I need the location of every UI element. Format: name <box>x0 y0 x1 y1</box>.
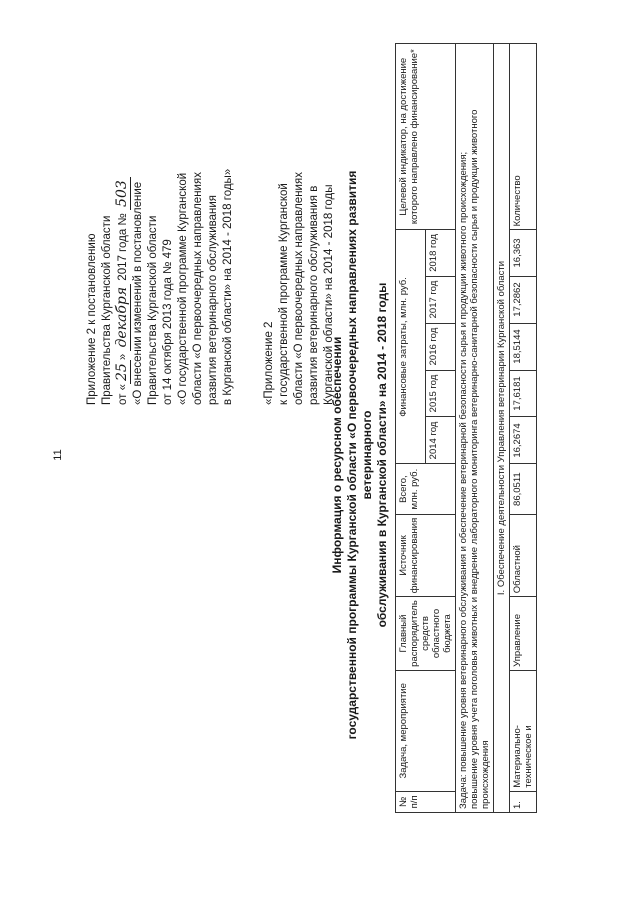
title-line: государственной программы Курганской области «О первоочередных направлениях развития ветеринарного <box>345 170 374 740</box>
amendment-date-line <box>115 25 131 405</box>
row-num: 1. <box>510 791 537 812</box>
amendment-header <box>85 25 236 405</box>
header-2014: 2014 год <box>426 417 456 464</box>
row-source: Областной <box>510 514 537 596</box>
header-manager: Главный распорядитель средств областного бюджета <box>396 597 456 671</box>
handwritten-day: 25 <box>114 360 131 384</box>
task-line: Задача: повышение уровня ветеринарного обслуживания и обеспечение ветеринарной безопасности сырья и продукции животного происхождения; <box>458 151 469 809</box>
date-year: 2017 года № <box>117 213 129 281</box>
date-prefix: от « <box>117 383 129 405</box>
table-row <box>510 44 537 813</box>
section-row <box>494 44 510 813</box>
amendment-line: Правительства Курганской области <box>101 215 113 405</box>
row-task: Материально-техническое и <box>510 670 537 791</box>
amendment-line: от 14 октября 2013 года № 479 <box>162 239 174 405</box>
row-total: 86,0511 <box>510 464 537 514</box>
amendment-line: Правительства Курганской области <box>147 215 159 405</box>
title-line: Информация о ресурсном обеспечении <box>330 336 344 574</box>
header-source: Источник финансирования <box>396 514 456 596</box>
date-mid: » <box>117 353 129 361</box>
amendment-line: «О государственной программе Курганской <box>177 172 189 405</box>
header-2015: 2015 год <box>426 370 456 417</box>
page-number: 11 <box>52 449 64 461</box>
header-total: Всего, млн. руб. <box>396 464 456 514</box>
header-2017: 2017 год <box>426 276 456 323</box>
header-num: № п/п <box>396 791 456 812</box>
header-2016: 2016 год <box>426 323 456 370</box>
appendix-line: к государственной программе Курганской <box>278 183 290 405</box>
header-task: Задача, мероприятие <box>396 670 456 791</box>
row-manager: Управление <box>510 597 537 671</box>
appendix-line: области «О первоочередных направлениях <box>293 172 305 405</box>
handwritten-number: 503 <box>114 177 131 210</box>
header-2018: 2018 год <box>426 230 456 276</box>
table-header-row <box>396 44 426 813</box>
task-line: повышение уровня учета поголовья животных и внедрение лабораторного мониторинга ветеринарно-санитарной безопасности сырья и продукции животного происхождения <box>469 109 491 809</box>
section-cell: I. Обеспечение деятельности Управления ветеринарии Курганской области <box>494 44 510 813</box>
amendment-line: развития ветеринарного обслуживания <box>207 194 219 405</box>
row-2016: 18,5144 <box>510 323 537 370</box>
row-2014: 16,2674 <box>510 417 537 464</box>
appendix-line: развития ветеринарного обслуживания в <box>308 185 320 405</box>
handwritten-month: декабря <box>114 284 131 351</box>
appendix-line: Курганской области» на 2014 - 2018 годы <box>323 184 335 405</box>
title-line: обслуживания в Курганской области» на 2014 - 2018 годы <box>375 282 389 628</box>
row-indicator: Количество <box>510 44 537 230</box>
resource-table <box>395 43 537 813</box>
task-cell <box>456 44 494 813</box>
header-costs-group: Финансовые затраты, млн. руб. <box>396 230 426 464</box>
row-2017: 17,2862 <box>510 276 537 323</box>
task-row <box>456 44 494 813</box>
document-title <box>330 135 390 775</box>
header-indicator: Целевой индикатор, на достижение которого направлено финансирование* <box>396 44 456 230</box>
amendment-line: области «О первоочередных направлениях <box>192 172 204 405</box>
amendment-line: в Курганской области» на 2014 - 2018 годы» <box>222 168 234 405</box>
amendment-line: «О внесении изменений в постановление <box>132 181 144 405</box>
amendment-line: Приложение 2 к постановлению <box>86 233 98 405</box>
row-2018: 16,363 <box>510 230 537 276</box>
row-2015: 17,6181 <box>510 370 537 417</box>
appendix-header <box>262 25 337 405</box>
appendix-line: «Приложение 2 <box>263 321 275 405</box>
